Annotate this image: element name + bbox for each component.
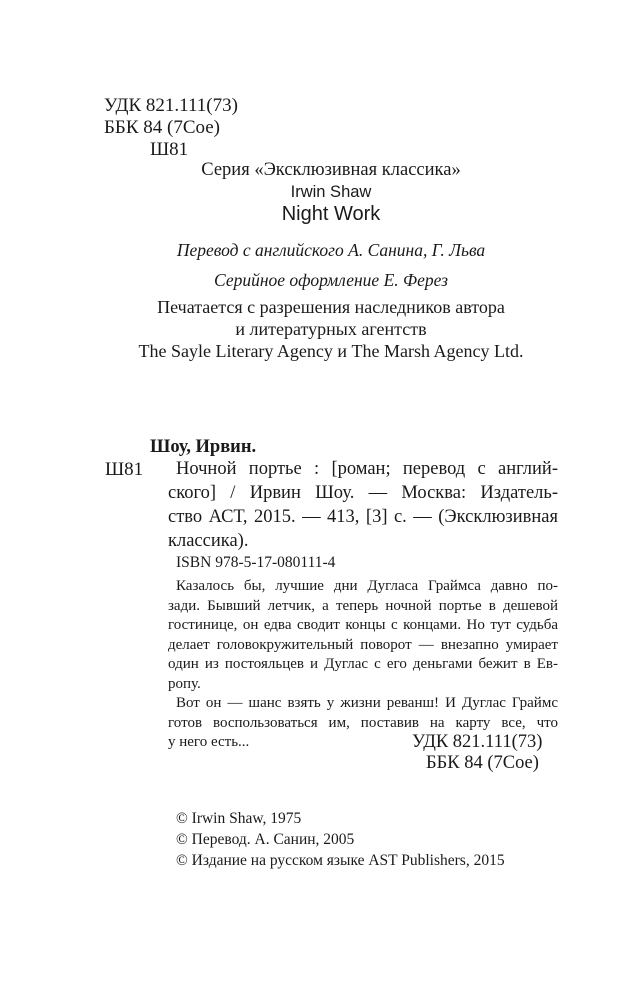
bbk-code-bottom: ББК 84 (7Сое) [426,753,539,773]
abstract-line: зади. Бывший летчик, а теперь ночной портье в дешевой [168,597,558,614]
udk-code-bottom: УДК 821.111(73) [412,732,543,752]
permission-line: Печатается с разрешения наследников автора [157,297,505,317]
original-title: Night Work [281,203,381,225]
permission-line: The Sayle Literary Agency и The Marsh Agency Ltd. [138,341,524,361]
abstract-line: один из постояльцев и Дуглас с его деньгами бежит в Ев- [168,656,558,672]
abstract-line: ропу. [168,675,201,692]
bbk-code-top: ББК 84 (7Сое) [104,117,220,138]
permission-notice [0,296,632,362]
catalog-line: ство АСТ, 2015. — 413, [3] с. — (Эксклюзивная [168,507,558,527]
abstract-line: Казалось бы, лучшие дни Дугласа Граймса давно по- [176,578,558,594]
permission-line: и литературных агентств [235,319,427,339]
catalog-line: классика). [168,531,249,551]
design-credit: Серийное оформление Е. Ферез [214,270,448,290]
catalog-line: ского] / Ирвин Шоу. — Москва: Издатель- [168,483,558,503]
translation-credit: Перевод с английского А. Санина, Г. Льва [176,240,486,260]
abstract-line: делает головокружительный поворот — внезапно умирает [168,636,558,653]
catalog-code: Ш81 [105,459,144,480]
abstract-line: готов воспользоваться им, поставив на карту все, что [168,714,558,731]
isbn: ISBN 978-5-17-080111-4 [176,554,336,571]
original-author: Irwin Shaw [290,183,372,201]
copyright-notices [176,808,505,871]
copyright-line: © Irwin Shaw, 1975 [176,810,302,827]
abstract-line: у него есть... [168,734,250,750]
abstract-line: Вот он — шанс взять у жизни реванш! И Дуглас Граймс [176,695,558,711]
author-code-top: Ш81 [150,139,189,160]
copyright-line: © Перевод. А. Санин, 2005 [176,831,355,848]
abstract-line: гостинице, он едва сводит концы с концами. Но тут судьба [168,617,558,633]
series-title: Серия «Эксклюзивная классика» [201,160,461,180]
book-abstract [168,577,558,753]
catalog-description [168,457,558,553]
copyright-line: © Издание на русском языке AST Publishers, 2015 [176,852,505,869]
catalog-line: Ночной портье : [роман; перевод с англий- [176,459,558,479]
catalog-author: Шоу, Ирвин. [150,437,257,457]
udk-code-top: УДК 821.111(73) [104,95,238,116]
